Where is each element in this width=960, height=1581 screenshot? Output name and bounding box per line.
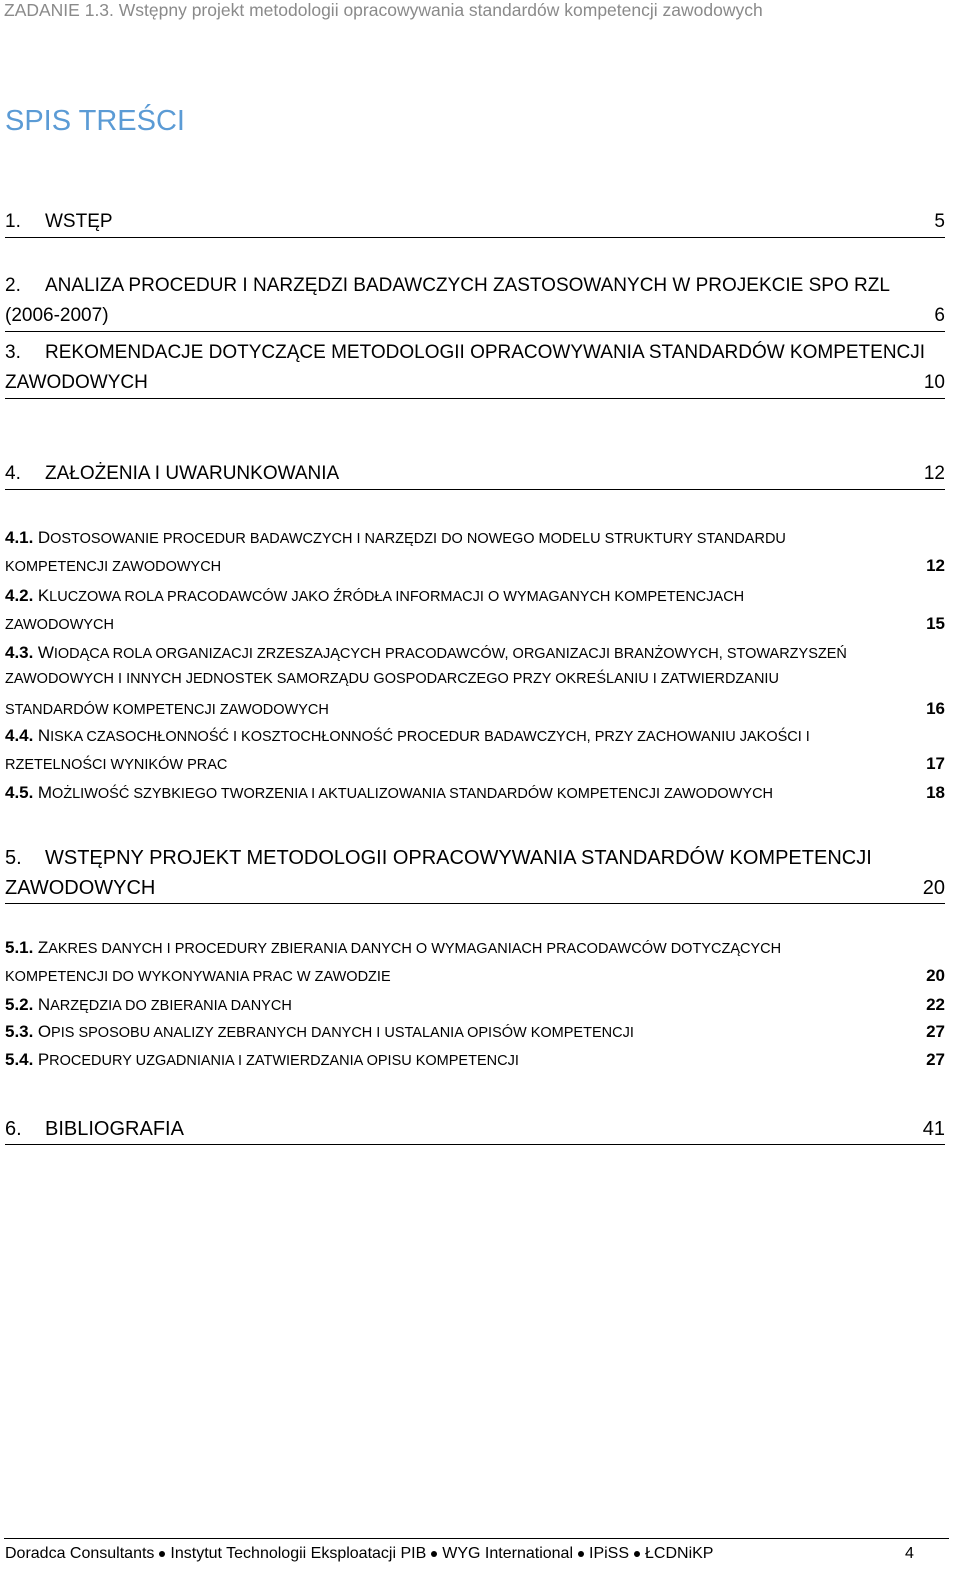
toc-entry-number: 2.: [5, 275, 21, 296]
footer-divider: [4, 1538, 949, 1539]
toc-subentry-page: 17: [926, 754, 945, 773]
toc-subentry-title-cont: RZETELNOŚCI WYNIKÓW PRAC: [5, 757, 228, 773]
toc-entry-number: 3.: [5, 342, 21, 363]
toc-entry-title: REKOMENDACJE DOTYCZĄCE METODOLOGII OPRACOWYWANIA STANDARDÓW KOMPETENCJI: [45, 342, 926, 363]
toc-subentry-4-4[interactable]: 4.4. NISKA CZASOCHŁONNOŚĆ I KOSZTOCHŁONNOŚĆ PROCEDUR BADAWCZYCH, PRZY ZACHOWANIU JAKOŚCI I RZETELNOŚCI WYNIKÓW PRAC 17: [5, 726, 945, 773]
toc-subentry-number: 5.1.: [5, 938, 34, 957]
toc-subentry-4-3[interactable]: 4.3. WIODĄCA ROLA ORGANIZACJI ZRZESZAJĄCYCH PRACODAWCÓW, ORGANIZACJI BRANŻOWYCH, STOWARZYSZEŃ ZAWODOWYCH I INNYCH JEDNOSTEK SAMORZĄDU GOSPODARCZEGO PRZY OKREŚLANIU I ZATWIERDZANIU STANDARDÓW KOMPETENCJI ZAWODOWYCH 16: [5, 643, 945, 718]
toc-subentry-number: 4.1.: [5, 528, 34, 547]
toc-subentry-page: 18: [926, 783, 945, 802]
toc-entry-page: 41: [922, 1118, 945, 1140]
toc-entry-4[interactable]: [5, 459, 945, 490]
toc-subentry-page: 16: [926, 699, 945, 718]
toc-entry-page: 5: [934, 211, 945, 232]
toc-subentry-title: IODĄCA ROLA ORGANIZACJI ZRZESZAJĄCYCH PRACODAWCÓW, ORGANIZACJI BRANŻOWYCH, STOWARZYSZEŃ: [53, 646, 847, 662]
toc-subentry-page: 12: [926, 556, 945, 575]
toc-entry-number: 1.: [5, 211, 21, 232]
toc-subentry-number: 5.4.: [5, 1050, 34, 1069]
footer-partner: Instytut Technologii Eksploatacji PIB: [170, 1545, 427, 1562]
toc-entry-title-cont: ZAWODOWYCH: [5, 877, 156, 899]
toc-subentry-title: OŻLIWOŚĆ SZYBKIEGO TWORZENIA I AKTUALIZOWANIA STANDARDÓW KOMPETENCJI ZAWODOWYCH: [51, 786, 774, 802]
toc-subentry-title-cont: STANDARDÓW KOMPETENCJI ZAWODOWYCH: [5, 702, 329, 718]
footer-partners: [5, 1545, 713, 1563]
footer-partner: ŁCDNiKP: [645, 1545, 714, 1562]
toc-subentry-title: ISKA CZASOCHŁONNOŚĆ I KOSZTOCHŁONNOŚĆ PROCEDUR BADAWCZYCH, PRZY ZACHOWANIU JAKOŚCI I: [50, 729, 810, 745]
toc-heading: SPIS TREŚCI: [5, 105, 185, 137]
toc-subentry-page: 20: [926, 966, 945, 985]
toc-subentry-5-3[interactable]: 5.3. OPIS SPOSOBU ANALIZY ZEBRANYCH DANYCH I USTALANIA OPISÓW KOMPETENCJI 27: [5, 1022, 945, 1041]
toc-subentry-title: AKRES DANYCH I PROCEDURY ZBIERANIA DANYCH O WYMAGANIACH PRACODAWCÓW DOTYCZĄCYCH: [48, 941, 782, 957]
toc-subentry-5-1[interactable]: 5.1. ZAKRES DANYCH I PROCEDURY ZBIERANIA DANYCH O WYMAGANIACH PRACODAWCÓW DOTYCZĄCYCH KOMPETENCJI DO WYKONYWANIA PRAC W ZAWODZIE 20: [5, 938, 945, 985]
toc-subentry-number: 4.2.: [5, 586, 34, 605]
toc-subentry-page: 22: [926, 995, 945, 1014]
footer-partner: IPiSS: [589, 1545, 630, 1562]
toc-entry-title: WSTĘPNY PROJEKT METODOLOGII OPRACOWYWANIA STANDARDÓW KOMPETENCJI: [45, 847, 872, 869]
toc-subentry-4-1[interactable]: 4.1. DOSTOSOWANIE PROCEDUR BADAWCZYCH I NARZĘDZI DO NOWEGO MODELU STRUKTURY STANDARDU KOMPETENCJI ZAWODOWYCH 12: [5, 528, 945, 575]
toc-entry-page: 10: [923, 372, 945, 393]
toc-subentry-title: PIS SPOSOBU ANALIZY ZEBRANYCH DANYCH I USTALANIA OPISÓW KOMPETENCJI: [51, 1025, 634, 1041]
toc-subentry-title-cont: ZAWODOWYCH: [5, 617, 115, 633]
toc-entry-title: ANALIZA PROCEDUR I NARZĘDZI BADAWCZYCH ZASTOSOWANYCH W PROJEKCIE SPO RZL: [45, 275, 890, 296]
toc-entry-number: 4.: [5, 463, 21, 484]
footer-partner: WYG International: [442, 1545, 573, 1562]
toc-subentry-number: 4.5.: [5, 783, 34, 802]
toc-subentry-4-2[interactable]: 4.2. KLUCZOWA ROLA PRACODAWCÓW JAKO ŹRÓDŁA INFORMACJI O WYMAGANYCH KOMPETENCJACH ZAWODOWYCH 15: [5, 586, 945, 633]
toc-entry-6[interactable]: [5, 1114, 945, 1145]
footer-partner: Doradca Consultants: [5, 1545, 155, 1562]
bullet-icon: [578, 1551, 584, 1557]
toc-subentry-page: 15: [926, 614, 945, 633]
toc-subentry-title-cont: KOMPETENCJI DO WYKONYWANIA PRAC W ZAWODZIE: [5, 969, 391, 985]
bullet-icon: [634, 1551, 640, 1557]
toc-entry-5[interactable]: [5, 843, 945, 904]
toc-subentry-title: ROCEDURY UZGADNIANIA I ZATWIERDZANIA OPISU KOMPETENCJI: [49, 1053, 519, 1069]
toc-subentry-title: LUCZOWA ROLA PRACODAWCÓW JAKO ŹRÓDŁA INFORMACJI O WYMAGANYCH KOMPETENCJACH: [49, 589, 745, 605]
toc-entry-title-cont: ZAWODOWYCH: [5, 372, 148, 393]
toc-entry-page: 12: [923, 463, 945, 484]
toc-subentry-number: 5.2.: [5, 995, 34, 1014]
bullet-icon: [159, 1551, 165, 1557]
toc-subentry-number: 4.3.: [5, 643, 34, 662]
toc-entry-number: 6.: [5, 1118, 22, 1140]
toc-subentry-title-cont: KOMPETENCJI ZAWODOWYCH: [5, 559, 222, 575]
toc-subentry-4-5[interactable]: 4.5. MOŻLIWOŚĆ SZYBKIEGO TWORZENIA I AKTUALIZOWANIA STANDARDÓW KOMPETENCJI ZAWODOWYCH 18: [5, 783, 945, 802]
toc-subentry-title: OSTOSOWANIE PROCEDUR BADAWCZYCH I NARZĘDZI DO NOWEGO MODELU STRUKTURY STANDARDU: [50, 531, 786, 547]
toc-entry-page: 20: [922, 877, 945, 899]
toc-subentry-page: 27: [926, 1050, 945, 1069]
toc-subentry-title: ARZĘDZIA DO ZBIERANIA DANYCH: [50, 998, 292, 1014]
toc-entry-title: BIBLIOGRAFIA: [45, 1118, 184, 1140]
toc-entry-2[interactable]: [5, 271, 945, 332]
toc-entry-number: 5.: [5, 847, 22, 869]
toc-subentry-5-4[interactable]: 5.4. PROCEDURY UZGADNIANIA I ZATWIERDZANIA OPISU KOMPETENCJI 27: [5, 1050, 945, 1069]
toc-entry-title: WSTĘP: [45, 211, 113, 232]
toc-entry-title: ZAŁOŻENIA I UWARUNKOWANIA: [45, 463, 340, 484]
toc-subentry-number: 5.3.: [5, 1022, 34, 1041]
footer-page-number: 4: [905, 1545, 914, 1562]
toc-entry-page: 6: [934, 305, 945, 326]
toc-subentry-number: 4.4.: [5, 726, 34, 745]
toc-entry-3[interactable]: [5, 338, 945, 399]
bullet-icon: [431, 1551, 437, 1557]
toc-subentry-5-2[interactable]: 5.2. NARZĘDZIA DO ZBIERANIA DANYCH 22: [5, 995, 945, 1014]
toc-entry-1[interactable]: [5, 207, 945, 238]
toc-subentry-page: 27: [926, 1022, 945, 1041]
toc-subentry-title-cont: ZAWODOWYCH I INNYCH JEDNOSTEK SAMORZĄDU GOSPODARCZEGO PRZY OKREŚLANIU I ZATWIERDZANIU: [5, 671, 779, 687]
document-header-title: ZADANIE 1.3. Wstępny projekt metodologii opracowywania standardów kompetencji zawodowych: [4, 0, 763, 20]
toc-entry-title-cont: (2006-2007): [5, 305, 109, 326]
